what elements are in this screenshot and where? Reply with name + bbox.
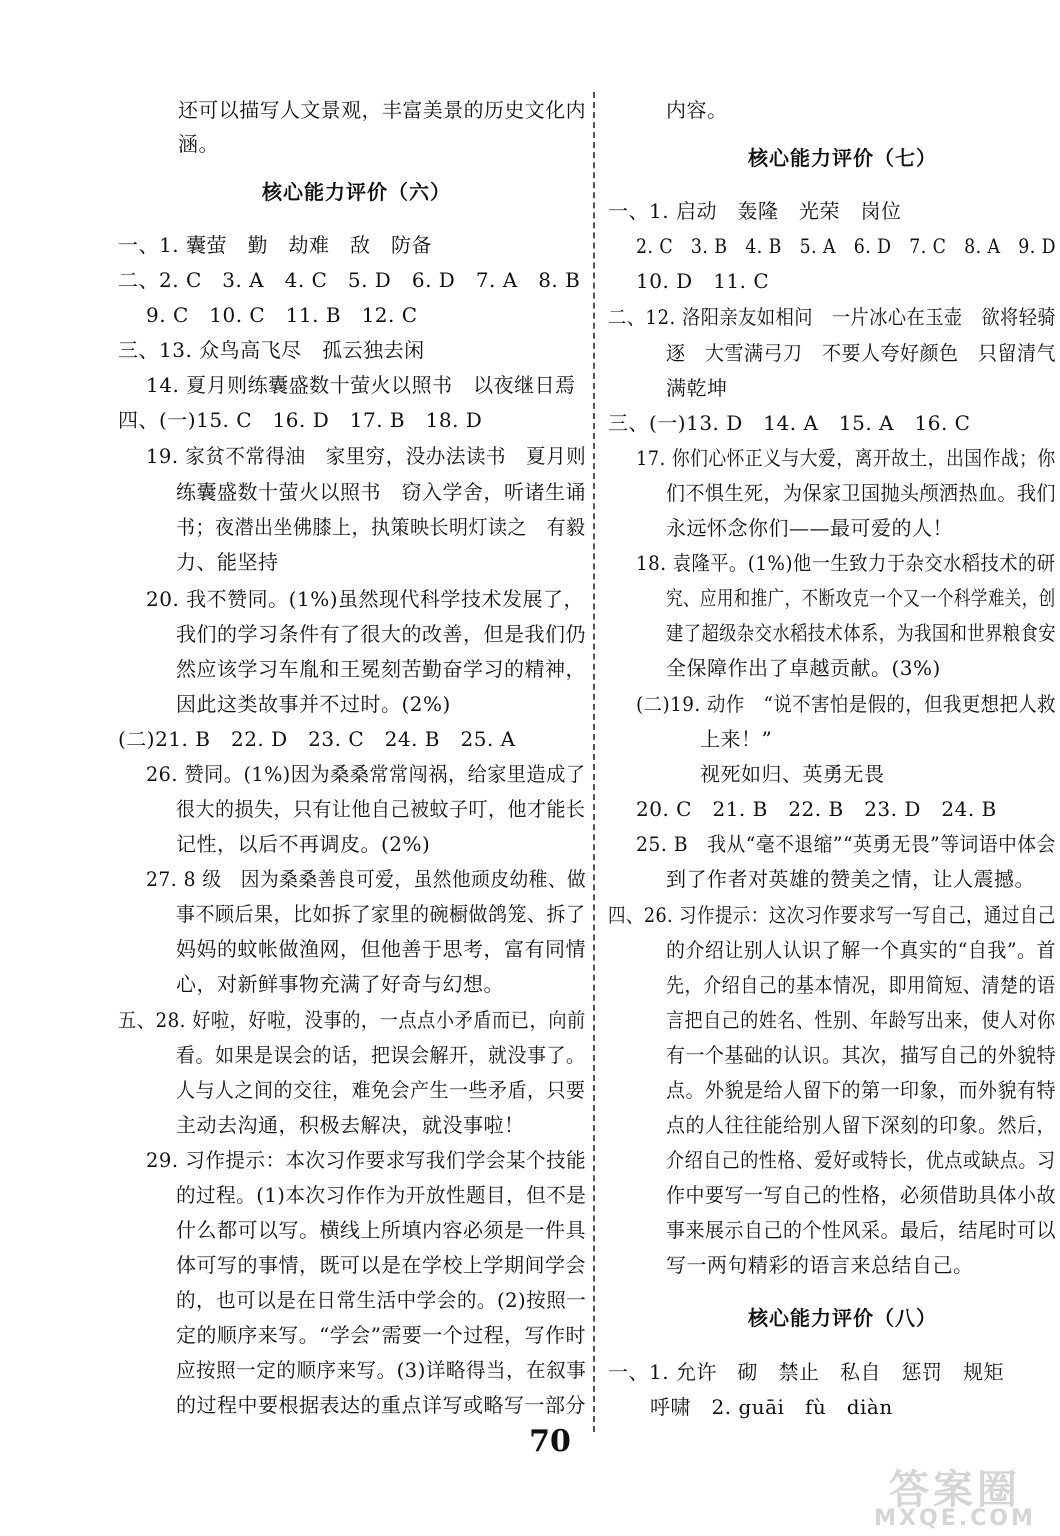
text-line: 19. 家贫不常得油 家里穷，没办法读书 夏月则: [146, 444, 587, 468]
text-line: 25. B 我从“毫不退缩”“英勇无畏”等词语中体会: [636, 832, 1056, 856]
text-line: 上来！”: [700, 727, 773, 751]
text-line: 四、(一)15. C 16. D 17. B 18. D: [118, 408, 483, 432]
text-line: 29. 习作提示：本次习作要求写我们学会某个技能: [146, 1148, 587, 1172]
column-divider: [593, 92, 595, 1432]
watermark-url: MXQE.COM: [874, 1506, 1036, 1531]
text-line: 14. 夏月则练囊盛数十萤火以照书 以夜继日焉: [146, 373, 576, 397]
watermark-logo: [860, 1458, 1050, 1532]
text-line: 永远怀念你们——最可爱的人！: [666, 516, 953, 540]
text-line: 因此这类故事并不过时。(2%): [176, 692, 451, 716]
text-line: 一、1. 囊萤 勤 劫难 敌 防备: [118, 233, 432, 257]
text-line: 定的顺序来写。“学会”需要一个过程，写作时: [176, 1323, 586, 1347]
page-number: 70: [529, 1424, 571, 1459]
text-line: 17. 你们心怀正义与大爱，离开故土，出国作战；你: [636, 446, 1056, 470]
text-line: (二)19. 动作 “说不害怕是假的，但我更想把人救: [636, 692, 1056, 716]
text-line: 作中要写一写自己的性格，必须借助具体小故: [666, 1183, 1056, 1207]
text-line: 五、28. 好啦，好啦，没事的，一点点小矛盾而已，向前: [118, 1008, 586, 1032]
text-line: 力、能坚持: [176, 550, 279, 574]
text-line: 练囊盛数十萤火以照书 窃入学舍，听诸生诵: [176, 480, 586, 504]
text-line: 我们的学习条件有了很大的改善，但是我们仍: [176, 622, 586, 646]
text-line: 主动去沟通，积极去解决，就没事啦！: [176, 1113, 525, 1137]
text-line: (二)21. B 22. D 23. C 24. B 25. A: [118, 727, 516, 751]
text-line: 先，介绍自己的基本情况，即用简短、清楚的语: [666, 973, 1056, 997]
text-line: 的过程中要根据表达的重点详写或略写一部分: [176, 1393, 586, 1417]
text-line: 四、26. 习作提示：这次习作要求写一写自己，通过自己: [608, 903, 1056, 927]
text-line: 介绍自己的性格、爱好或特长，优点或缺点。习: [666, 1148, 1056, 1172]
section-heading: 核心能力评价（八）: [748, 1306, 937, 1330]
text-line: 20. C 21. B 22. B 23. D 24. B: [636, 797, 997, 821]
text-line: 们不惧生死，为保家卫国抛头颅洒热血。我们: [666, 481, 1056, 505]
text-line: 呼啸 2. guāi fù diàn: [650, 1395, 893, 1419]
text-line: 事不顾后果，比如拆了家里的碗橱做鸽笼、拆了: [176, 902, 586, 926]
text-line: 看。如果是误会的话，把误会解开，就没事了。: [176, 1043, 586, 1067]
text-line: 10. D 11. C: [636, 269, 770, 293]
text-line: 一、1. 启动 轰隆 光荣 岗位: [608, 199, 902, 223]
text-line: 点的人往往能给别人留下深刻的印象。然后，: [666, 1113, 1056, 1137]
text-line: 的介绍让别人认识了解一个真实的“自我”。首: [666, 938, 1056, 962]
text-line: 点。外貌是给人留下的第一印象，而外貌有特: [666, 1078, 1056, 1102]
text-line: 18. 袁隆平。(1%)他一生致力于杂交水稻技术的研: [636, 551, 1056, 575]
text-line: 什么都可以写。横线上所填内容必须是一件具: [176, 1218, 586, 1242]
section-heading: 核心能力评价（六）: [262, 180, 451, 204]
text-line: 二、2. C 3. A 4. C 5. D 6. D 7. A 8. B: [118, 268, 581, 292]
text-line: 很大的损失，只有让他自己被蚊子叮，他才能长: [176, 797, 586, 821]
text-line: 20. 我不赞同。(1%)虽然现代科学技术发展了，: [146, 587, 584, 611]
text-line: 26. 赞同。(1%)因为桑桑常常闯祸，给家里造成了: [146, 762, 586, 786]
text-line: 逐 大雪满弓刀 不要人夸好颜色 只留清气: [666, 341, 1056, 365]
section-heading: 核心能力评价（七）: [748, 146, 937, 170]
text-line: 全保障作出了卓越贡献。(3%): [666, 656, 941, 680]
text-line: 有一个基础的认识。其次，描写自己的外貌特: [666, 1043, 1056, 1067]
text-line: 内容。: [666, 98, 728, 122]
text-line: 记性，以后不再调皮。(2%): [176, 832, 431, 856]
text-line: 心，对新鲜事物充满了好奇与幻想。: [176, 972, 504, 996]
text-line: 应按照一定的顺序来写。(3)详略得当，在叙事: [176, 1358, 587, 1382]
text-line: 三、(一)13. D 14. A 15. A 16. C: [608, 411, 971, 435]
text-line: 满乾坤: [666, 376, 728, 400]
text-line: 视死如归、英勇无畏: [700, 762, 885, 786]
text-line: 建了超级杂交水稻技术体系，为我国和世界粮食安: [666, 621, 1056, 645]
text-line: 妈妈的蚊帐做渔网，但他善于思考，富有同情: [176, 937, 586, 961]
text-line: 还可以描写人文景观，丰富美景的历史文化内: [178, 98, 586, 122]
text-line: 书；夜潜出坐佛膝上，执策映长明灯读之 有毅: [176, 515, 586, 539]
text-line: 写一两句精彩的语言来总结自己。: [666, 1253, 974, 1277]
text-line: 三、13. 众鸟高飞尽 孤云独去闲: [118, 338, 425, 362]
text-line: 的，也可以是在日常生活中学会的。(2)按照一: [176, 1288, 587, 1312]
text-line: 9. C 10. C 11. B 12. C: [146, 303, 418, 327]
text-line: 的过程。(1)本次习作作为开放性题目，但不是: [176, 1183, 587, 1207]
text-line: 事来展示自己的个性风采。最后，结尾时可以: [666, 1218, 1056, 1242]
text-line: 到了作者对英雄的赞美之情，让人震撼。: [666, 867, 1035, 891]
text-line: 人与人之间的交往，难免会产生一些矛盾，只要: [176, 1078, 586, 1102]
text-line: 一、1. 允许 砌 禁止 私自 惩罚 规矩: [608, 1360, 1004, 1384]
text-line: 二、12. 洛阳亲友如相问 一片冰心在玉壶 欲将轻骑: [608, 305, 1057, 329]
text-line: 然应该学习车胤和王冕刻苦勤奋学习的精神，: [176, 657, 586, 681]
text-line: 27. 8 级 因为桑桑善良可爱，虽然他顽皮幼稚、做: [146, 867, 587, 891]
text-line: 究、应用和推广，不断攻克一个又一个科学难关，创: [666, 586, 1056, 610]
text-line: 体可写的事情，既可以是在学校上学期间学会: [176, 1253, 586, 1277]
text-line: 2. C 3. B 4. B 5. A 6. D 7. C 8. A 9. D: [636, 234, 1057, 258]
watermark-text: 答案圈: [889, 1467, 1021, 1513]
text-line: 言把自己的姓名、性别、年龄写出来，使人对你: [666, 1008, 1056, 1032]
text-line: 涵。: [178, 132, 219, 156]
